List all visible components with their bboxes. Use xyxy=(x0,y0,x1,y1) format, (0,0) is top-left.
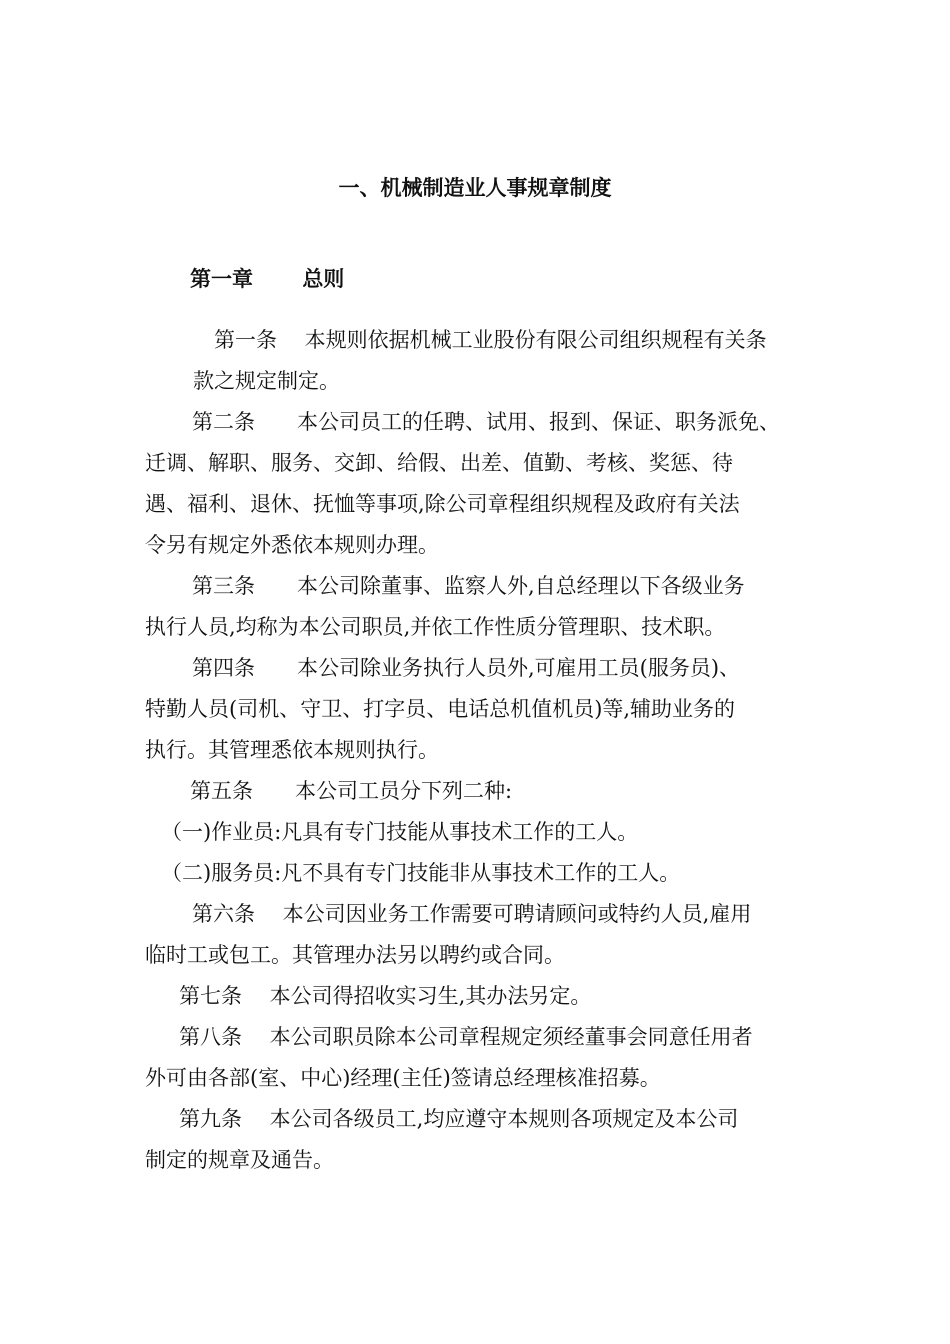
article-4 xyxy=(145,648,810,771)
text-line: 外可由各部(室、中心)经理(主任)签请总经理核准招募。 xyxy=(145,1066,661,1090)
text-line: 临时工或包工。其管理办法另以聘约或合同。 xyxy=(145,943,565,967)
article-9 xyxy=(145,1099,810,1181)
article-7 xyxy=(145,976,810,1017)
text-line: 制定的规章及通告。 xyxy=(145,1148,334,1172)
text-line: 第三条 本公司除董事、监察人外,自总经理以下各级业务 xyxy=(171,574,745,598)
article-5 xyxy=(145,771,810,894)
text-line: 第六条 本公司因业务工作需要可聘请顾问或特约人员,雇用 xyxy=(171,902,752,926)
text-line: 款之规定制定。 xyxy=(193,369,340,393)
document-title: 一、机械制造业人事规章制度 xyxy=(338,176,612,200)
article-1 xyxy=(145,320,810,402)
article-3 xyxy=(145,566,810,648)
text-line: 执行。其管理悉依本规则执行。 xyxy=(145,738,439,762)
text-line: 令另有规定外悉依本规则办理。 xyxy=(145,533,439,557)
chapter-name: 总则 xyxy=(302,267,345,291)
list-item: （一)作业员:凡具有专门技能从事技术工作的工人。 xyxy=(161,820,639,844)
list-item: （二)服务员:凡不具有专门技能非从事技术工作的工人。 xyxy=(161,861,681,885)
text-line: 遇、福利、退休、抚恤等事项,除公司章程组织规程及政府有关法 xyxy=(145,492,740,516)
chapter-heading xyxy=(190,263,344,293)
article-6 xyxy=(145,894,810,976)
article-8 xyxy=(145,1017,810,1099)
text-line: 第五条 本公司工员分下列二种: xyxy=(169,779,513,803)
text-line: 迁调、解职、服务、交卸、给假、出差、值勤、考核、奖惩、待 xyxy=(145,451,733,475)
article-2 xyxy=(145,402,810,566)
text-line: 第八条 本公司职员除本公司章程规定须经董事会同意任用者 xyxy=(179,1025,753,1049)
chapter-label: 第一章 xyxy=(190,267,253,291)
text-line: 第七条 本公司得招收实习生,其办法另定。 xyxy=(179,984,592,1008)
text-line: 第四条 本公司除业务执行人员外,可雇用工员(服务员)、 xyxy=(171,656,741,680)
text-line: 执行人员,均称为本公司职员,并依工作性质分管理职、技术职。 xyxy=(145,615,726,639)
text-line: 第二条 本公司员工的任聘、试用、报到、保证、职务派免、 xyxy=(171,410,780,434)
text-line: 第一条 本规则依据机械工业股份有限公司组织规程有关条 xyxy=(193,328,767,352)
text-line: 特勤人员(司机、守卫、打字员、电话总机值机员)等,辅助业务的 xyxy=(145,697,736,721)
text-line: 第九条 本公司各级员工,均应遵守本规则各项规定及本公司 xyxy=(179,1107,739,1131)
